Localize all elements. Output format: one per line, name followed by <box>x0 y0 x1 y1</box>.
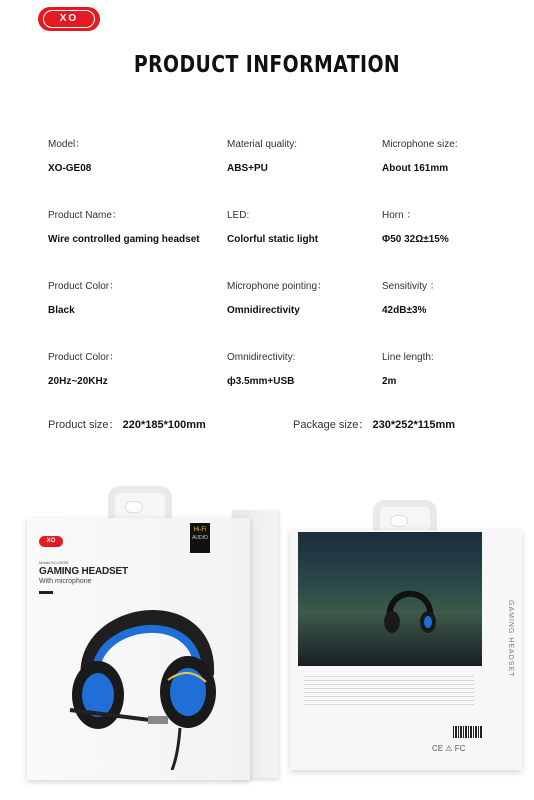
box-logo: XO <box>39 536 63 547</box>
barcode <box>453 726 483 738</box>
box-subtitle: With microphone <box>39 578 92 585</box>
brand-logo <box>38 7 100 31</box>
product-size <box>48 416 206 432</box>
back-headset-image <box>380 580 440 640</box>
page-title: PRODUCT INFORMATION <box>133 52 401 78</box>
spec-product-name: Product Name： Wire controlled gaming headset <box>48 210 200 245</box>
spec-model: Model： XO-GE08 <box>48 139 92 174</box>
spec-sensitivity: Sensitivity ： 42dB±3% <box>382 281 440 316</box>
brand-logo-text: XO <box>59 13 79 24</box>
back-box-side-text: GAMING HEADSET <box>507 600 514 678</box>
brand-logo-ring <box>43 10 95 28</box>
package-size-label: Package size： <box>293 419 370 431</box>
spec-microphone-size: Microphone size: About 161mm <box>382 139 458 174</box>
spec-line-length: Line length: 2m <box>382 352 434 387</box>
box-model: Model:XO-GE08 <box>39 560 69 565</box>
spec-interface: Omnidirectivity: ф3.5mm+USB <box>227 352 296 387</box>
product-size-value: 220*185*100mm <box>122 419 206 431</box>
spec-led: LED: Colorful static light <box>227 210 319 245</box>
spec-grid <box>48 138 488 422</box>
package-size <box>293 416 455 432</box>
box-title: GAMING HEADSET <box>39 566 128 577</box>
package-size-value: 230*252*115mm <box>372 419 456 431</box>
spec-product-color: Product Color： Black <box>48 281 120 316</box>
headset-image <box>60 570 230 770</box>
spec-horn: Horn ： Φ50 32Ω±15% <box>382 210 449 245</box>
product-size-label: Product size： <box>48 419 120 431</box>
certification-marks: CE ⚠ FC <box>432 744 466 753</box>
spec-microphone-pointing: Microphone pointing： Omnidirectivity <box>227 281 328 316</box>
spec-material: Material quality: ABS+PU <box>227 139 298 174</box>
spec-frequency: Product Color： 20Hz~20KHz <box>48 352 120 387</box>
back-box-text <box>304 676 474 706</box>
hifi-badge: Hi-Fi AUDIO <box>190 523 210 553</box>
box-bar <box>39 591 53 594</box>
